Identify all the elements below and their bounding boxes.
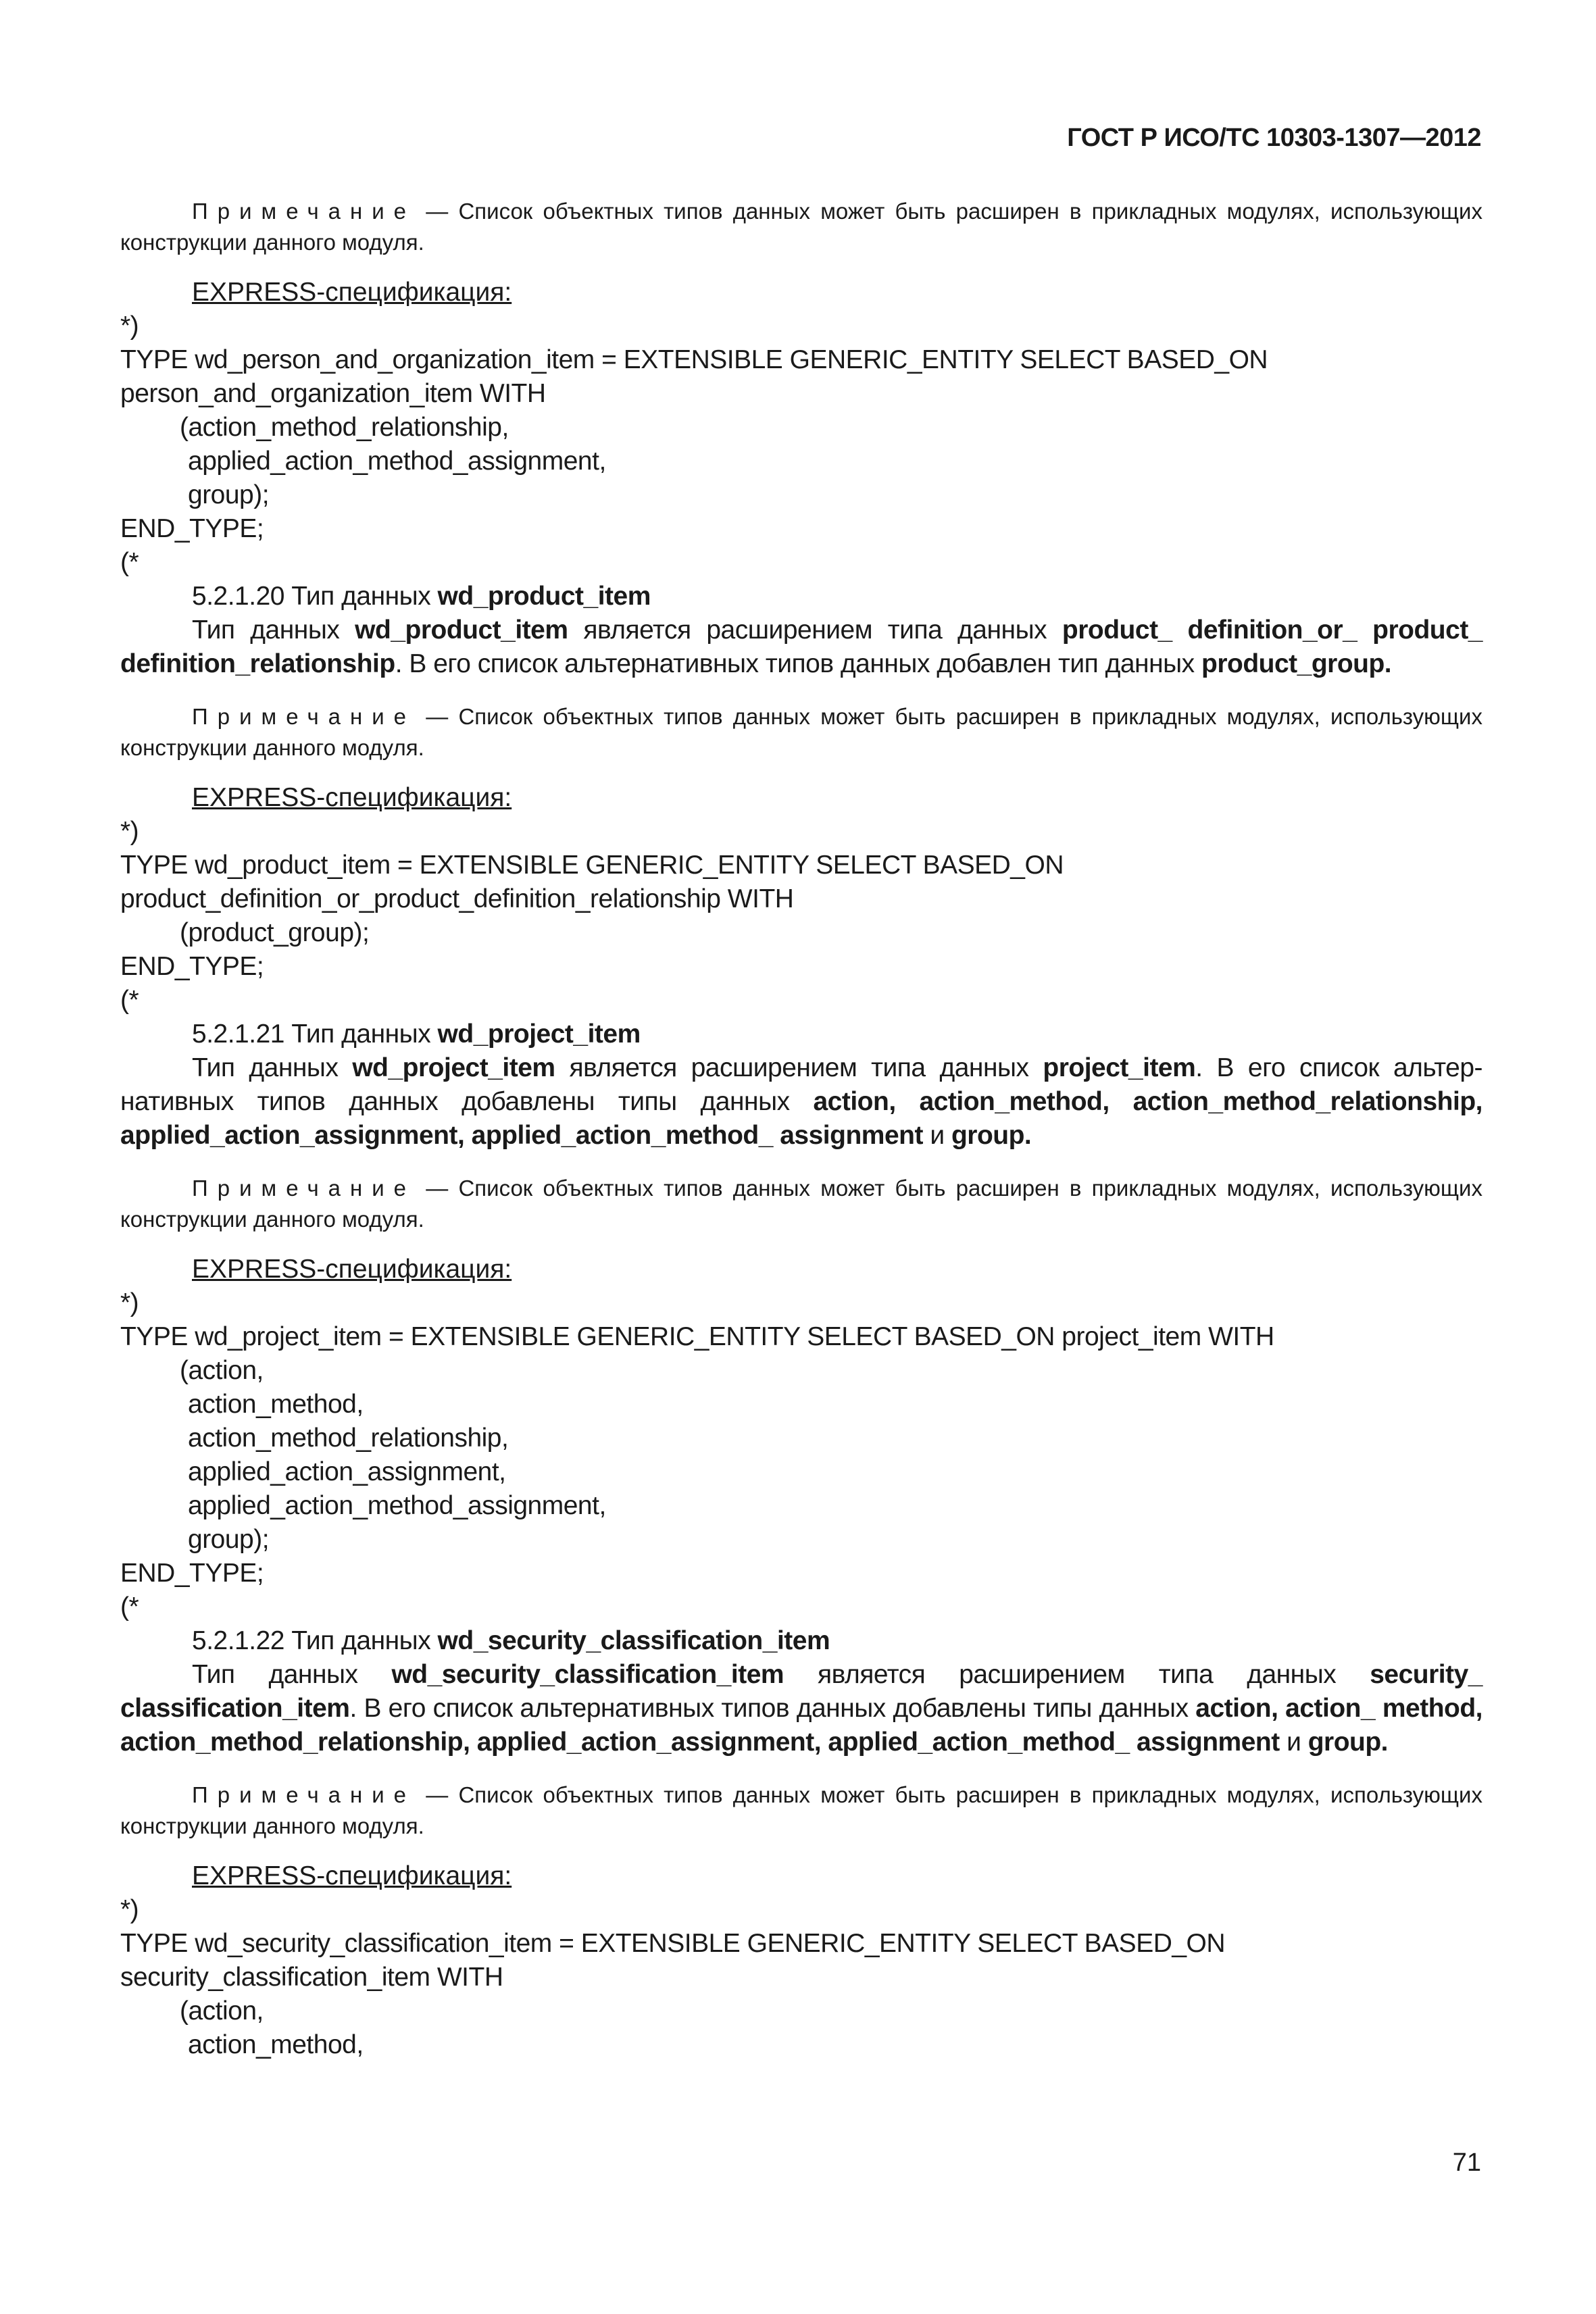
code-line: END_TYPE;	[120, 514, 264, 543]
express-code-block	[120, 1893, 1482, 2062]
note-paragraph	[120, 701, 1482, 763]
page-content	[120, 196, 1482, 2062]
note-label: Примечание	[192, 704, 416, 729]
code-line: TYPE wd_person_and_organization_item = EXTENSIBLE GENERIC_ENTITY SELECT BASED_ON	[120, 345, 1268, 374]
note-text: — Список объектных типов данных может быть расширен в прикладных модулях, использующих конструкции данного модуля.	[120, 1176, 1482, 1232]
code-line: TYPE wd_security_classification_item = EXTENSIBLE GENERIC_ENTITY SELECT BASED_ON	[120, 1929, 1226, 1958]
section-heading: 5.2.1.20 Тип данных wd_product_item	[192, 582, 651, 611]
code-line: (action,	[180, 1996, 264, 2026]
code-line: *)	[120, 1895, 139, 1924]
code-line: (action_method_relationship,	[180, 413, 509, 442]
express-spec-label: EXPRESS-спецификация:	[192, 783, 512, 812]
express-code-block	[120, 1286, 1482, 1624]
express-code-block	[120, 815, 1482, 1017]
express-spec-label: EXPRESS-спецификация:	[192, 1255, 512, 1284]
code-line: (action,	[180, 1356, 264, 1385]
note-paragraph	[120, 196, 1482, 258]
note-text: — Список объектных типов данных может быть расширен в прикладных модулях, использующих конструкции данного модуля.	[120, 1782, 1482, 1838]
code-line: applied_action_method_assignment,	[188, 1491, 606, 1520]
code-line: (*	[120, 548, 139, 577]
code-line: group);	[188, 1525, 270, 1554]
section-paragraph: Тип данных wd_security_classification_item является расширением типа данных security_ classification_item. В его список альтернативных типов данных добавлены типы данных action, action_ method, action_method_relationship, applied_action_assignment, applied_action_method_ assignment и group.	[120, 1660, 1482, 1757]
code-line: *)	[120, 817, 139, 846]
section-heading: 5.2.1.22 Тип данных wd_security_classification_item	[192, 1626, 830, 1655]
code-line: (*	[120, 986, 139, 1015]
note-label: Примечание	[192, 1782, 416, 1807]
code-line: action_method,	[188, 2030, 364, 2059]
code-line: security_classification_item WITH	[120, 1963, 503, 1992]
code-line: END_TYPE;	[120, 1559, 264, 1588]
code-line: *)	[120, 311, 139, 341]
note-paragraph	[120, 1780, 1482, 1842]
code-line: END_TYPE;	[120, 952, 264, 981]
code-line: *)	[120, 1288, 139, 1317]
note-label: Примечание	[192, 199, 416, 224]
section-paragraph: Тип данных wd_product_item является расширением типа данных product_ definition_or_ product_ definition_relationship. В его список альтернативных типов данных добавлен тип данных product_group.	[120, 615, 1482, 678]
code-line: action_method,	[188, 1390, 364, 1419]
code-line: person_and_organization_item WITH	[120, 379, 546, 408]
section-paragraph: Тип данных wd_project_item является расширением типа данных project_item. В его список альтер-нативных типов данных добавлены типы данных action, action_method, action_method_relationship, applied_action_assignment, applied_action_method_ assignment и group.	[120, 1053, 1482, 1150]
note-paragraph	[120, 1173, 1482, 1235]
note-text: — Список объектных типов данных может быть расширен в прикладных модулях, использующих конструкции данного модуля.	[120, 199, 1482, 255]
code-line: TYPE wd_product_item = EXTENSIBLE GENERIC_ENTITY SELECT BASED_ON	[120, 851, 1064, 880]
code-line: product_definition_or_product_definition_relationship WITH	[120, 884, 794, 913]
express-spec-label: EXPRESS-спецификация:	[192, 1861, 512, 1890]
standard-header: ГОСТ Р ИСО/ТС 10303-1307—2012	[1067, 124, 1481, 152]
code-line: applied_action_method_assignment,	[188, 447, 606, 476]
code-line: TYPE wd_project_item = EXTENSIBLE GENERIC_ENTITY SELECT BASED_ON project_item WITH	[120, 1322, 1274, 1351]
page-number: 71	[1452, 2148, 1481, 2177]
section-heading: 5.2.1.21 Тип данных wd_project_item	[192, 1020, 641, 1049]
code-line: applied_action_assignment,	[188, 1457, 506, 1486]
note-text: — Список объектных типов данных может быть расширен в прикладных модулях, использующих конструкции данного модуля.	[120, 704, 1482, 760]
express-code-block	[120, 309, 1482, 580]
code-line: group);	[188, 480, 270, 509]
code-line: (*	[120, 1592, 139, 1621]
express-spec-label: EXPRESS-спецификация:	[192, 278, 512, 307]
note-label: Примечание	[192, 1176, 416, 1201]
code-line: (product_group);	[180, 918, 370, 947]
code-line: action_method_relationship,	[188, 1424, 509, 1453]
